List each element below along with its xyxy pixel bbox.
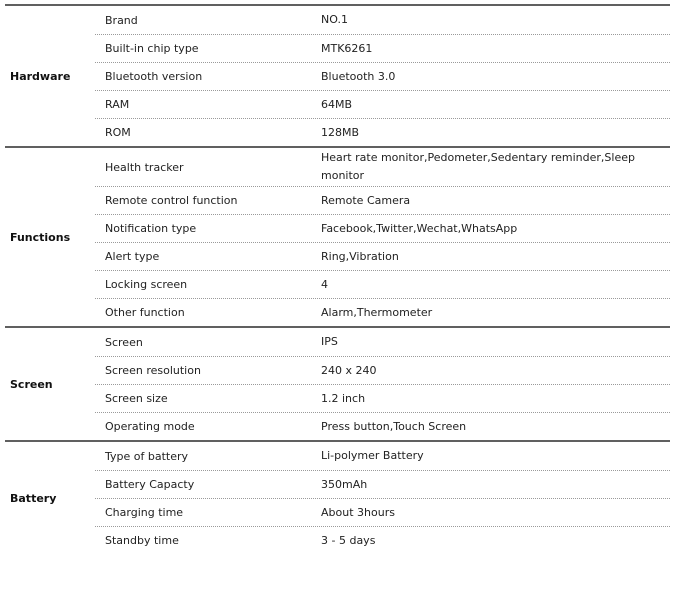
spec-row xyxy=(95,6,670,34)
spec-label: Alert type xyxy=(105,250,160,263)
spec-value: Bluetooth 3.0 xyxy=(321,69,396,83)
section-hardware xyxy=(5,4,670,146)
spec-row xyxy=(95,62,670,90)
spec-label: Notification type xyxy=(105,222,197,235)
spec-label: Built-in chip type xyxy=(105,42,199,55)
spec-value: 64MB xyxy=(321,97,353,111)
spec-value: Li-polymer Battery xyxy=(321,449,424,462)
spec-row xyxy=(95,328,670,356)
spec-value: Ring,Vibration xyxy=(321,249,399,263)
spec-label: Brand xyxy=(105,13,138,27)
spec-table xyxy=(5,4,670,554)
category-label: Functions xyxy=(10,230,71,244)
spec-label: Screen resolution xyxy=(105,364,201,377)
spec-value: IPS xyxy=(321,335,338,348)
spec-label: Other function xyxy=(105,306,185,319)
spec-label: Remote control function xyxy=(105,194,238,207)
spec-label: ROM xyxy=(105,126,131,139)
spec-row xyxy=(95,148,670,186)
spec-value: 4 xyxy=(321,277,328,291)
spec-label: Locking screen xyxy=(105,278,188,291)
category-label: Hardware xyxy=(10,69,71,83)
spec-label: Screen size xyxy=(105,392,168,405)
spec-value: 240 x 240 xyxy=(321,363,377,377)
spec-value: Facebook,Twitter,Wechat,WhatsApp xyxy=(321,221,518,235)
spec-row xyxy=(95,442,670,470)
spec-row xyxy=(95,186,670,214)
spec-row xyxy=(95,242,670,270)
category-label: Screen xyxy=(10,377,53,391)
spec-value: Alarm,Thermometer xyxy=(321,305,433,319)
spec-row xyxy=(95,470,670,498)
spec-label: Standby time xyxy=(105,534,179,547)
spec-value: 3 - 5 days xyxy=(321,533,376,547)
spec-row xyxy=(95,526,670,554)
spec-value: 128MB xyxy=(321,125,360,139)
spec-label: Battery Capacty xyxy=(105,478,195,491)
spec-row xyxy=(95,214,670,242)
spec-row xyxy=(95,118,670,146)
spec-label: Bluetooth version xyxy=(105,70,203,83)
spec-label: Type of battery xyxy=(105,449,189,463)
spec-value: MTK6261 xyxy=(321,41,373,55)
spec-row xyxy=(95,270,670,298)
spec-row xyxy=(95,298,670,326)
spec-value: 350mAh xyxy=(321,477,368,491)
spec-value: Press button,Touch Screen xyxy=(321,419,467,433)
spec-label: Health tracker xyxy=(105,160,184,174)
spec-label: Charging time xyxy=(105,506,184,519)
spec-label: Operating mode xyxy=(105,420,195,433)
section-screen xyxy=(5,326,670,440)
spec-label: Screen xyxy=(105,335,143,349)
spec-label: RAM xyxy=(105,98,130,111)
spec-value: NO.1 xyxy=(321,13,348,26)
spec-row xyxy=(95,356,670,384)
spec-row xyxy=(95,90,670,118)
spec-row xyxy=(95,384,670,412)
section-battery xyxy=(5,440,670,554)
category-label: Battery xyxy=(10,491,57,505)
spec-value: Remote Camera xyxy=(321,193,411,207)
spec-value: 1.2 inch xyxy=(321,391,366,405)
spec-row xyxy=(95,34,670,62)
spec-value: About 3hours xyxy=(321,505,395,519)
spec-row xyxy=(95,498,670,526)
section-functions xyxy=(5,146,670,326)
spec-value: Heart rate monitor,Pedometer,Sedentary reminder,Sleep monitor xyxy=(321,151,635,182)
spec-row xyxy=(95,412,670,440)
